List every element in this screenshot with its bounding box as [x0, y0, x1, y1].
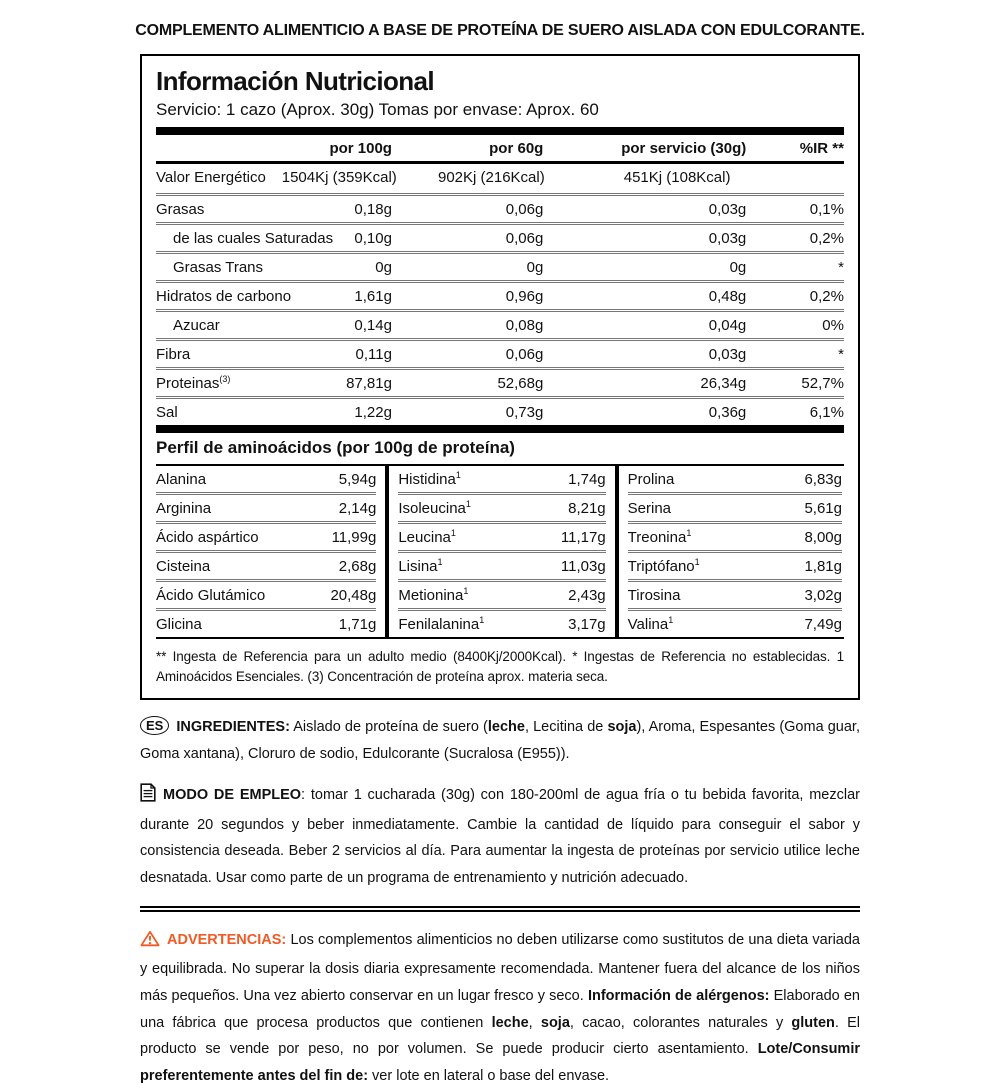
table-row-fat: [156, 193, 844, 222]
row-label: Valor Energético: [156, 169, 266, 186]
amino-row: [398, 466, 605, 492]
value-100g: 0,18g: [354, 201, 392, 218]
value-100g: 0,14g: [354, 317, 392, 334]
amino-column-1: [156, 466, 385, 637]
value-ir: 0,2%: [809, 288, 844, 305]
amino-value: 8,00g: [804, 529, 842, 546]
ingredients-label: INGREDIENTES:: [176, 719, 290, 735]
ingredients-text: , Lecitina de: [524, 719, 608, 735]
value-60g: 0,06g: [505, 346, 544, 363]
warnings-text: Los complementos alimenticios no deben utilizarse como sustitutos de una dieta variada y equilibrada. No superar la dosis diaria expresamente recomendada. Mantener fuera del alcance de los niños más pequeños. Una vez abierto conservar en un lugar fresco y seco.: [140, 931, 860, 1004]
amino-name: Cisteina: [156, 558, 211, 575]
amino-row: [628, 550, 842, 579]
col-per-serving: por servicio (30g): [621, 140, 747, 157]
amino-row: [156, 492, 376, 521]
row-label: Proteinas$^{(3)}$: [156, 374, 231, 392]
table-row-saturated-fat: [156, 222, 844, 251]
energy-per-60g: 902Kj (216Kcal): [438, 169, 545, 186]
amino-name: Treonina$^1$: [627, 528, 692, 546]
amino-row: [398, 550, 605, 579]
amino-name: Fenilalanina$^1$: [398, 615, 485, 633]
amino-value: 11,03g: [560, 558, 606, 575]
amino-acid-table: [156, 464, 844, 639]
amino-row: [628, 521, 842, 550]
col-ir-percent: %IR **: [799, 140, 844, 157]
allergen-soja: soja: [540, 1014, 570, 1031]
amino-name: Prolina: [627, 471, 675, 488]
value-serving: 0,03g: [708, 346, 747, 363]
amino-name: Ácido aspártico: [156, 529, 259, 546]
value-serving: 0,03g: [708, 230, 747, 247]
usage-paragraph: [140, 782, 860, 892]
value-60g: 0,96g: [505, 288, 544, 305]
col-per-60g: por 60g: [489, 140, 544, 157]
thick-separator-bar: [156, 425, 844, 433]
value-100g: 0,11g: [355, 346, 392, 363]
value-100g: 1,22g: [354, 404, 392, 421]
value-ir: 0,2%: [809, 230, 844, 247]
table-row-sugar: [156, 309, 844, 338]
value-60g: 0,06g: [505, 201, 544, 218]
protein-footnote-marker: (3): [219, 374, 231, 384]
document-icon: [140, 783, 156, 812]
warnings-text: ver lote en lateral o base del envase.: [368, 1067, 610, 1084]
amino-profile-title: Perfil de aminoácidos (por 100g de proteína): [156, 438, 515, 457]
nutrition-facts-panel: [140, 54, 860, 700]
row-label: Fibra: [156, 346, 191, 363]
energy-per-serving: 451Kj (108Kcal): [623, 169, 731, 186]
amino-value: 3,02g: [804, 587, 842, 604]
value-ir: 0,1%: [809, 201, 844, 218]
amino-row: [156, 579, 376, 608]
value-serving: 0,04g: [708, 317, 747, 334]
amino-value: 2,43g: [568, 587, 606, 604]
reference-footnote: ** Ingesta de Referencia para un adulto medio (8400Kj/2000Kcal). * Ingestas de Referencia no establecidas. 1 Aminoácidos Esenciales. (3) Concentración de proteína aprox. materia seca.: [156, 649, 844, 685]
value-100g: 1,61g: [354, 288, 392, 305]
value-60g: 0,06g: [505, 230, 544, 247]
value-serving: 26,34g: [700, 375, 747, 392]
amino-name: Histidina$^1$: [398, 470, 461, 488]
warnings-text: Elaborado en una fábrica que procesa productos que contienen: [140, 987, 860, 1031]
amino-name: Valina$^1$: [627, 615, 674, 633]
amino-value: 20,48g: [330, 587, 377, 604]
value-ir: 6,1%: [809, 404, 844, 421]
row-label: Grasas Trans: [173, 259, 264, 276]
amino-name: Ácido Glutámico: [156, 587, 266, 604]
col-per-100g: por 100g: [329, 140, 392, 157]
value-100g: 0g: [375, 259, 392, 276]
amino-row: [398, 492, 605, 521]
row-label: Hidratos de carbono: [156, 288, 292, 305]
row-label: Sal: [156, 404, 178, 421]
amino-value: 11,99g: [331, 529, 377, 546]
warnings-paragraph: [140, 927, 860, 1090]
table-row-carbs: [156, 280, 844, 309]
value-ir: *: [838, 259, 844, 276]
amino-value: 1,74g: [568, 471, 606, 488]
row-label: Azucar: [173, 317, 220, 334]
amino-row: [398, 521, 605, 550]
value-60g: 0g: [526, 259, 544, 276]
amino-row: [628, 579, 842, 608]
table-row-energy: [156, 164, 844, 193]
amino-value: 8,21g: [568, 500, 606, 517]
value-100g: 0,10g: [354, 230, 392, 247]
warnings-text: ,: [528, 1014, 541, 1031]
value-60g: 52,68g: [497, 375, 544, 392]
warnings-label: ADVERTENCIAS:: [167, 931, 287, 948]
label-text-sections: [140, 714, 860, 1090]
table-row-protein: [156, 367, 844, 396]
warnings-text: , cacao, colorantes naturales y: [569, 1014, 792, 1031]
warning-triangle-icon: [140, 930, 160, 957]
ingredients-text: Aislado de proteína de suero (: [289, 719, 488, 735]
value-ir: *: [838, 346, 844, 363]
amino-name: Glicina: [156, 616, 202, 633]
value-serving: 0,03g: [708, 201, 747, 218]
product-type-title: COMPLEMENTO ALIMENTICIO A BASE DE PROTEÍNA DE SUERO AISLADA CON EDULCORANTE.: [135, 22, 865, 39]
amino-row: [628, 608, 842, 637]
thick-separator-bar: [156, 127, 844, 135]
amino-name: Serina: [627, 500, 672, 517]
energy-per-100g: 1504Kj (359Kcal): [281, 169, 397, 186]
value-serving: 0g: [729, 259, 747, 276]
nutrition-table-header: [156, 135, 844, 164]
value-60g: 0,73g: [505, 404, 544, 421]
amino-name: Alanina: [156, 471, 207, 488]
amino-value: 1,81g: [804, 558, 842, 575]
warnings-text: . El producto se vende por peso, no por volumen. Se puede producir cierto asentamiento.: [140, 1014, 860, 1058]
amino-name: Triptófano$^1$: [627, 557, 700, 575]
usage-label: MODO DE EMPLEO: [163, 786, 302, 803]
amino-value: 2,14g: [338, 500, 377, 517]
amino-value: 1,71g: [338, 616, 377, 633]
lot-label: Lote/Consumir preferentemente antes del fin de:: [140, 1041, 860, 1084]
language-badge-es: ES: [140, 716, 169, 735]
amino-row: [156, 466, 376, 492]
amino-value: 11,17g: [560, 529, 606, 546]
amino-row: [398, 608, 605, 637]
serving-info: Servicio: 1 cazo (Aprox. 30g) Tomas por envase: Aprox. 60: [156, 100, 599, 119]
usage-text: : tomar 1 cucharada (30g) con 180-200ml de agua fría o tu bebida favorita, mezclar durante 20 segundos y beber inmediatamente. Cambie la cantidad de líquido para conseguir el sabor y consistencia deseada. Beber 2 servicios al día. Para aumentar la ingesta de proteínas por servicio utilice leche desnatada. Usar como parte de un programa de entrenamiento y nutrición adecuado.: [140, 786, 860, 886]
amino-row: [628, 492, 842, 521]
panel-title: Información Nutricional: [156, 66, 435, 96]
row-label: de las cuales Saturadas: [173, 230, 334, 247]
amino-column-2: [385, 466, 614, 637]
amino-row: [628, 466, 842, 492]
amino-value: 3,17g: [568, 616, 606, 633]
amino-name: Arginina: [156, 500, 212, 517]
value-serving: 0,36g: [708, 404, 747, 421]
allergen-leche: leche: [487, 719, 525, 735]
value-60g: 0,08g: [505, 317, 544, 334]
amino-name: Tirosina: [627, 587, 681, 604]
amino-row: [398, 579, 605, 608]
amino-value: 5,94g: [338, 471, 377, 488]
table-row-salt: [156, 396, 844, 425]
table-row-trans-fat: [156, 251, 844, 280]
value-ir: 0%: [822, 317, 844, 334]
amino-value: 5,61g: [804, 500, 842, 517]
ingredients-text: ), Aroma, Espesantes (Goma guar, Goma xantana), Cloruro de sodio, Edulcorante (Sucralosa (E955)).: [140, 719, 860, 762]
amino-column-3: [615, 466, 844, 637]
amino-row: [156, 521, 376, 550]
table-row-fiber: [156, 338, 844, 367]
amino-name: Isoleucina$^1$: [398, 499, 471, 517]
value-ir: 52,7%: [801, 375, 844, 392]
allergen-soja: soja: [607, 719, 637, 735]
value-serving: 0,48g: [708, 288, 747, 305]
allergen-info-label: Información de alérgenos:: [587, 987, 770, 1004]
allergen-gluten: gluten: [791, 1014, 835, 1031]
allergen-leche: leche: [491, 1014, 529, 1031]
value-100g: 87,81g: [346, 375, 392, 392]
ingredients-paragraph: [140, 714, 860, 767]
amino-row: [156, 608, 376, 637]
row-label: Grasas: [156, 201, 205, 218]
amino-name: Leucina$^1$: [398, 528, 456, 546]
section-divider: [140, 906, 860, 912]
amino-row: [156, 550, 376, 579]
amino-value: 6,83g: [804, 471, 842, 488]
amino-name: Metionina$^1$: [398, 586, 469, 604]
amino-value: 7,49g: [804, 616, 842, 633]
amino-value: 2,68g: [338, 558, 377, 575]
amino-name: Lisina$^1$: [398, 557, 443, 575]
